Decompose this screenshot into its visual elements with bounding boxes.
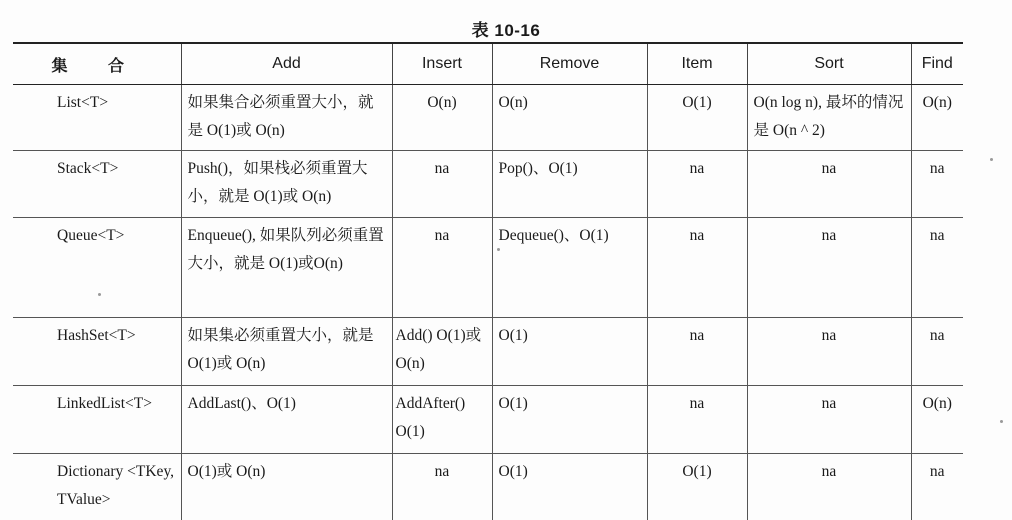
header-insert: Insert bbox=[392, 43, 492, 85]
header-find: Find bbox=[911, 43, 963, 85]
cell-item: O(1) bbox=[647, 454, 747, 520]
cell-insert: na bbox=[392, 151, 492, 218]
cell-collection: HashSet<T> bbox=[13, 318, 181, 386]
cell-find: O(n) bbox=[911, 386, 963, 454]
cell-sort: na bbox=[747, 386, 911, 454]
header-collection: 集 合 bbox=[13, 43, 181, 85]
scan-speck bbox=[497, 248, 500, 251]
scan-speck bbox=[990, 158, 993, 161]
collection-complexity-table bbox=[13, 42, 963, 520]
table-caption: 表 10-16 bbox=[471, 21, 541, 40]
cell-sort: na bbox=[747, 454, 911, 520]
cell-sort: na bbox=[747, 318, 911, 386]
header-remove: Remove bbox=[492, 43, 647, 85]
cell-sort: na bbox=[747, 151, 911, 218]
cell-add: O(1)或 O(n) bbox=[181, 454, 392, 520]
table-row bbox=[13, 85, 963, 151]
cell-insert: AddAfter() O(1) bbox=[392, 386, 492, 454]
cell-collection: Queue<T> bbox=[13, 218, 181, 318]
cell-find: na bbox=[911, 218, 963, 318]
table-row bbox=[13, 454, 963, 520]
cell-insert: Add() O(1)或 O(n) bbox=[392, 318, 492, 386]
header-add: Add bbox=[181, 43, 392, 85]
cell-remove: O(1) bbox=[492, 386, 647, 454]
cell-remove: O(1) bbox=[492, 318, 647, 386]
header-item: Item bbox=[647, 43, 747, 85]
cell-insert: na bbox=[392, 218, 492, 318]
cell-remove: Pop()、O(1) bbox=[492, 151, 647, 218]
cell-remove: Dequeue()、O(1) bbox=[492, 218, 647, 318]
table-row bbox=[13, 318, 963, 386]
cell-add: Enqueue(), 如果队列必须重置大小，就是 O(1)或O(n) bbox=[181, 218, 392, 318]
cell-remove: O(1) bbox=[492, 454, 647, 520]
header-row bbox=[13, 43, 963, 85]
cell-insert: O(n) bbox=[392, 85, 492, 151]
cell-add: Push()，如果栈必须重置大小，就是 O(1)或 O(n) bbox=[181, 151, 392, 218]
cell-add: 如果集合必须重置大小，就是 O(1)或 O(n) bbox=[181, 85, 392, 151]
cell-find: na bbox=[911, 454, 963, 520]
cell-item: O(1) bbox=[647, 85, 747, 151]
cell-add: AddLast()、O(1) bbox=[181, 386, 392, 454]
table-row bbox=[13, 151, 963, 218]
cell-collection: Stack<T> bbox=[13, 151, 181, 218]
cell-collection: LinkedList<T> bbox=[13, 386, 181, 454]
cell-find: na bbox=[911, 151, 963, 218]
scan-speck bbox=[1000, 420, 1003, 423]
cell-find: na bbox=[911, 318, 963, 386]
scan-speck bbox=[98, 293, 101, 296]
cell-sort: O(n log n), 最坏的情况是 O(n ^ 2) bbox=[747, 85, 911, 151]
cell-item: na bbox=[647, 151, 747, 218]
table-row bbox=[13, 218, 963, 318]
header-sort: Sort bbox=[747, 43, 911, 85]
cell-remove: O(n) bbox=[492, 85, 647, 151]
cell-sort: na bbox=[747, 218, 911, 318]
cell-add: 如果集必须重置大小，就是 O(1)或 O(n) bbox=[181, 318, 392, 386]
cell-item: na bbox=[647, 218, 747, 318]
cell-collection: List<T> bbox=[13, 85, 181, 151]
cell-item: na bbox=[647, 386, 747, 454]
cell-collection: Dictionary <TKey, TValue> bbox=[57, 463, 175, 508]
cell-find: O(n) bbox=[911, 85, 963, 151]
table-row bbox=[13, 386, 963, 454]
cell-insert: na bbox=[392, 454, 492, 520]
cell-item: na bbox=[647, 318, 747, 386]
